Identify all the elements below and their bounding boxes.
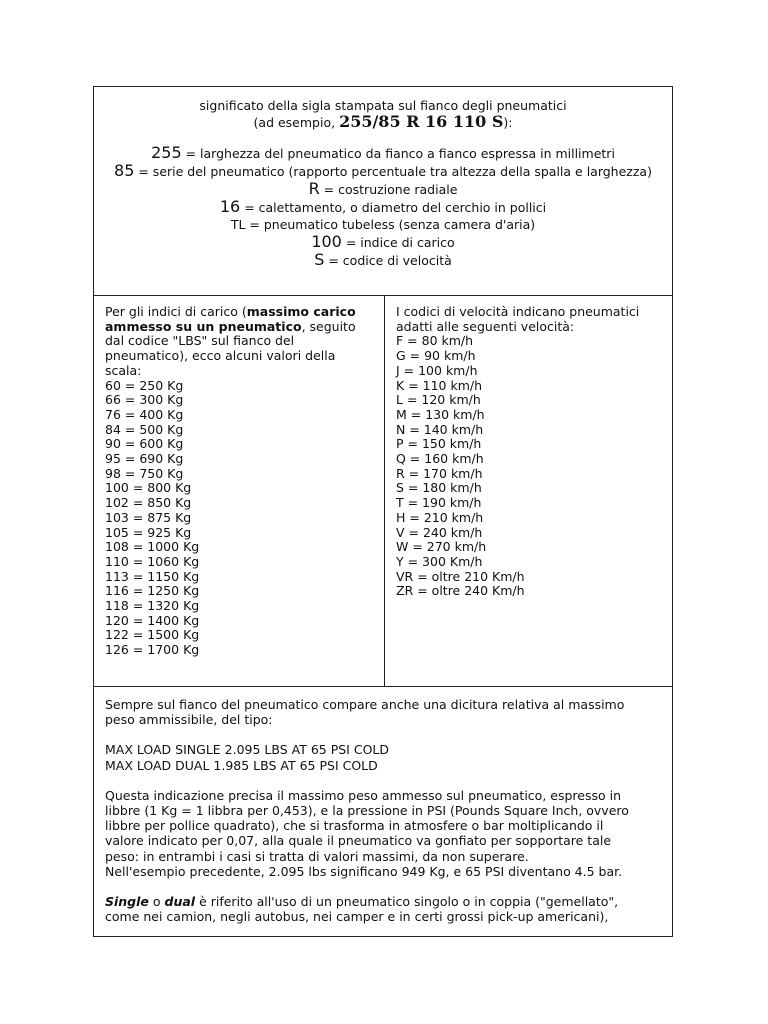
load-value: 118 = 1320 Kg [105, 598, 200, 614]
load-value: 98 = 750 Kg [105, 465, 184, 481]
definition-row [94, 144, 672, 162]
load-value: 60 = 250 Kg [105, 377, 184, 393]
single-dual-line [105, 894, 672, 909]
load-value: 100 = 800 Kg [105, 480, 192, 496]
load-value: 105 = 925 Kg [105, 524, 192, 540]
definition-code: 255 [151, 143, 182, 162]
load-intro-line: dal codice "LBS" sul fianco del [105, 333, 295, 349]
speed-value: S = 180 km/h [396, 480, 482, 496]
max-load-example: MAX LOAD DUAL 1.985 LBS AT 65 PSI COLD [105, 757, 378, 773]
definition-text: = costruzione radiale [319, 182, 458, 197]
document-frame [93, 86, 673, 937]
load-intro-text: , seguito [301, 318, 356, 334]
max-load-intro-line: peso ammissibile, del tipo: [105, 712, 273, 728]
load-value: 90 = 600 Kg [105, 436, 184, 452]
dual-term: dual [164, 894, 196, 910]
speed-intro-line: adatti alle seguenti velocità: [396, 318, 575, 334]
index-tables [94, 295, 672, 687]
speed-value: R = 170 km/h [396, 465, 483, 481]
speed-value: V = 240 km/h [396, 524, 483, 540]
load-value: 126 = 1700 Kg [105, 642, 200, 658]
section-title: significato della sigla stampata sul fianco degli pneumatici [199, 98, 567, 113]
speed-value: W = 270 km/h [396, 539, 487, 555]
load-value: 110 = 1060 Kg [105, 553, 200, 569]
explanation-line: libbre (1 Kg = 1 libbra per 0,453), e la pressione in PSI (Pounds Square Inch, ovvero [105, 803, 629, 819]
speed-value: Y = 300 Km/h [396, 553, 483, 569]
definition-code: 16 [219, 197, 241, 216]
speed-value: Q = 160 km/h [396, 451, 484, 467]
speed-value: K = 110 km/h [396, 377, 482, 393]
definition-code: 85 [114, 161, 135, 180]
definition-code: TL [230, 217, 246, 232]
speed-value: J = 100 km/h [396, 362, 478, 378]
definition-code: 100 [311, 232, 342, 251]
explanation-line: Nell'esempio precedente, 2.095 lbs significano 949 Kg, e 65 PSI diventano 4.5 bar. [105, 863, 623, 879]
load-index-column [94, 295, 385, 686]
definition-text: = larghezza del pneumatico da fianco a fianco espressa in millimetri [181, 146, 615, 161]
speed-code-column [385, 295, 672, 686]
speed-value: N = 140 km/h [396, 421, 484, 437]
example-code: 255/85 R 16 110 S [339, 111, 504, 131]
tire-code-section [94, 87, 672, 296]
definition-text: = pneumatico tubeless (senza camera d'aria) [245, 217, 536, 232]
load-intro-bold: massimo carico [246, 304, 356, 319]
load-value: 66 = 300 Kg [105, 392, 184, 408]
single-term: Single [105, 894, 149, 910]
definition-row [94, 216, 672, 233]
load-value: 116 = 1250 Kg [105, 583, 200, 599]
load-value: 76 = 400 Kg [105, 406, 184, 422]
max-load-section [94, 687, 672, 936]
load-value: 108 = 1000 Kg [105, 539, 200, 555]
load-value: 120 = 1400 Kg [105, 612, 200, 628]
load-value: 102 = 850 Kg [105, 495, 192, 511]
load-value: 122 = 1500 Kg [105, 627, 200, 643]
single-dual-line: come nei camion, negli autobus, nei camper e in certi grossi pick-up americani), [105, 909, 609, 925]
speed-intro-line: I codici di velocità indicano pneumatici [396, 304, 640, 319]
single-dual-text: è riferito all'uso di un pneumatico singolo o in coppia ("gemellato", [195, 894, 619, 910]
definition-row [94, 251, 672, 269]
load-intro-text: Per gli indici di carico ( [105, 304, 247, 319]
speed-value: L = 120 km/h [396, 392, 481, 408]
explanation-line: peso: in entrambi i casi si tratta di valori massimi, da non superare. [105, 848, 529, 864]
load-intro-line: scala: [105, 362, 142, 378]
explanation-line: Questa indicazione precisa il massimo peso ammesso sul pneumatico, espresso in [105, 787, 622, 803]
example-prefix: (ad esempio, [253, 114, 340, 130]
speed-value: G = 90 km/h [396, 348, 476, 364]
load-value: 103 = 875 Kg [105, 509, 192, 525]
speed-value: M = 130 km/h [396, 406, 485, 422]
example-line [94, 111, 672, 131]
definition-row [94, 162, 672, 180]
definition-row [94, 198, 672, 216]
definition-code: S [314, 250, 325, 269]
load-intro-bold: ammesso su un pneumatico [105, 318, 302, 334]
o-word: o [148, 894, 165, 910]
definition-text: = indice di carico [341, 235, 455, 250]
definition-text: = codice di velocità [324, 253, 452, 268]
speed-value: H = 210 km/h [396, 509, 484, 525]
load-value: 113 = 1150 Kg [105, 568, 200, 584]
max-load-intro-line: Sempre sul fianco del pneumatico compare anche una dicitura relativa al massimo [105, 697, 625, 712]
definition-row [94, 180, 672, 198]
speed-value: T = 190 km/h [396, 495, 482, 511]
explanation-line: libbre per pollice quadrato), che si trasforma in atmosfere o bar moltiplicando il [105, 818, 604, 834]
load-intro-line: pneumatico), ecco alcuni valori della [105, 348, 336, 364]
load-intro-line [105, 320, 384, 335]
explanation-line: valore indicato per 0,07, alla quale il pneumatico va gonfiato per sopportare tale [105, 833, 612, 849]
definition-text: = calettamento, o diametro del cerchio in pollici [240, 200, 547, 215]
speed-value: VR = oltre 210 Km/h [396, 568, 525, 584]
example-suffix: ): [503, 114, 513, 130]
speed-value: ZR = oltre 240 Km/h [396, 583, 525, 599]
load-intro-line [105, 305, 384, 320]
speed-value: P = 150 km/h [396, 436, 482, 452]
definition-text: = serie del pneumatico (rapporto percentuale tra altezza della spalla e larghezza) [134, 164, 652, 179]
max-load-example: MAX LOAD SINGLE 2.095 LBS AT 65 PSI COLD [105, 742, 389, 758]
definition-code: R [308, 179, 320, 198]
load-value: 95 = 690 Kg [105, 451, 184, 467]
definition-row [94, 233, 672, 251]
speed-value: F = 80 km/h [396, 333, 474, 349]
load-value: 84 = 500 Kg [105, 421, 184, 437]
